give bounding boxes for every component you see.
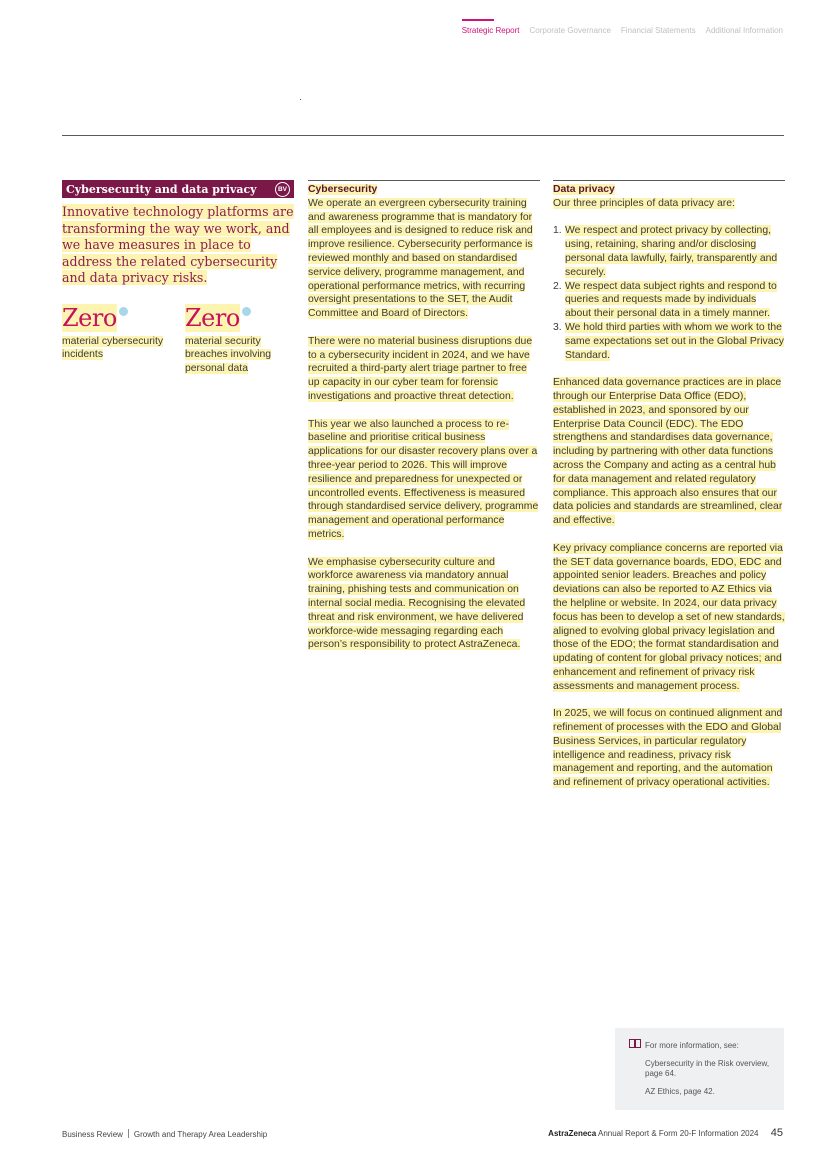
footer-separator [128,1129,129,1138]
footer-report [548,1127,783,1139]
book-icon [629,1039,641,1048]
intro-text: Innovative technology platforms are transforming the way we work, and we have measures in place to address the related cybersecurity and data privacy risks. [62,204,294,286]
paragraph: We operate an evergreen cybersecurity training and awareness programme that is mandatory for all employees and is designed to reduce risk and improve resilience. Cybersecurity performance is reviewed monthly and based on standardised service delivery, programme management, and operational performance metrics, with recurring oversight presentations to the SET, the Audit Committee and Board of Directors. [308,197,533,320]
footer-subsection: Growth and Therapy Area Leadership [133,1130,268,1139]
paragraph: Key privacy compliance concerns are reported via the SET data governance boards, EDO, EDC and appointed senior leaders. Breaches and policy deviations can also be reported to AZ Ethics via the helpline or website. In 2024, our data privacy focus has been to develop a set of new standards, aligned to evolving global privacy legislation and those of the EDO; the format standardisation and updating of content for global privacy notices; and enhancement and refinement of privacy risk assessments and management process. [553,542,785,692]
cybersecurity-column [308,180,540,666]
data-privacy-heading: Data privacy [553,184,615,195]
cybersecurity-heading: Cybersecurity [308,184,378,195]
bubble-icon [119,307,128,316]
paragraph: This year we also launched a process to re-baseline and prioritise critical business applications for our disaster recovery plans over a three-year period to 2026. This will improve resilience and preparedness for unexpected or uncontrolled events. Effectiveness is measured through standardised service delivery, programme management and operational performance metrics. [308,418,539,540]
header-divider [62,135,784,136]
bv-badge-icon: BV [275,182,290,197]
data-privacy-column [553,180,785,804]
more-info-heading: For more information, see: [645,1041,739,1050]
stat-value: Zero [185,303,240,333]
paragraph: There were no material business disruptions due to a cybersecurity incident in 2024, and we have recruited a third-party alert triage partner to free up capacity in our cyber team for forensic investigations and proactive threat detection. [308,335,533,402]
section-title: Cybersecurity and data privacy [66,182,257,196]
page-number: 45 [770,1127,783,1139]
tab-financial-statements[interactable]: Financial Statements [620,26,696,35]
stat-label: material security breaches involving personal data [185,336,272,374]
section-header [62,180,294,198]
list-item: 3. We hold third parties with whom we work to the same expectations set out in the Global Privacy Standard. [553,321,784,361]
paragraph: Enhanced data governance practices are in place through our Enterprise Data Office (EDO), established in 2023, and sponsored by our Enterprise Data Council (EDC). The EDO strengthens and standardises data governance, including by partnering with other data functions across the Company and acting as a central hub for data management and related regulatory compliance. This approach also ensures that our data policies and standards are streamlined, clear and effective. [553,377,783,527]
section-nav [452,26,783,35]
list-item: 2. We respect data subject rights and respond to queries and requests made by individuals about their personal data in a timely manner. [553,280,777,320]
footer-brand: AstraZeneca [548,1129,597,1138]
tab-strategic-report[interactable]: Strategic Report [461,26,520,35]
principles-list [553,224,785,362]
stat-cybersecurity-incidents [62,303,174,362]
more-info-box [615,1028,784,1110]
footer-report-title: Annual Report & Form 20-F Information 2024 [597,1129,759,1138]
paragraph: In 2025, we will focus on continued alignment and refinement of processes with the EDO and Global Business Services, in particular regulatory intelligence and readiness, privacy risk management and reporting, and the automation and refinement of privacy operational activities. [553,708,783,789]
paragraph: We emphasise cybersecurity culture and workforce awareness via mandatory annual training, phishing tests and communication on internal social media. Recognising the elevated threat and risk environment, we have delivered workforce-wide messaging regarding each person’s responsibility to protect AstraZeneca. [308,556,526,651]
summary-column [62,180,294,374]
tab-additional-information[interactable]: Additional Information [705,26,783,35]
link-risk-overview[interactable]: Cybersecurity in the Risk overview, page 64. [645,1058,770,1079]
principles-lead: Our three principles of data privacy are: [553,197,735,209]
list-item: 1. We respect and protect privacy by collecting, using, retaining, sharing and/or disclosing personal data lawfully, fairly, transparently and securely. [553,225,778,278]
stat-label: material cybersecurity incidents [62,336,164,361]
stat-value: Zero [62,303,117,333]
footer-breadcrumb [62,1129,267,1139]
bubble-icon [242,307,251,316]
footer-section: Business Review [62,1130,123,1139]
stat-personal-data-breaches [185,303,297,375]
tab-corporate-governance[interactable]: Corporate Governance [529,26,611,35]
stray-dot [300,99,301,100]
link-az-ethics[interactable]: AZ Ethics, page 42. [645,1086,715,1096]
